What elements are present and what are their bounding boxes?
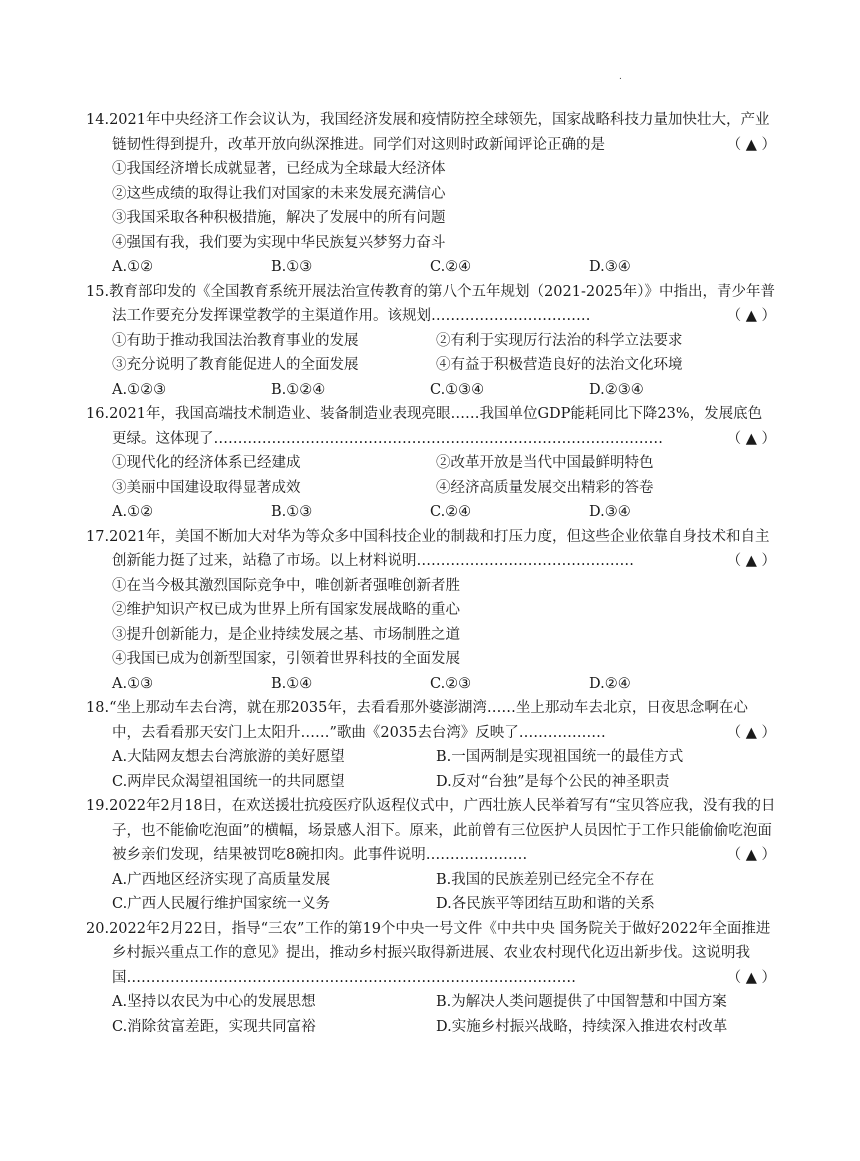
option-c: C.广西人民履行维护国家统一义务 xyxy=(112,896,331,912)
statement: ①现代化的经济体系已经建成 xyxy=(112,455,301,471)
answer-placeholder: （ ▲ ） xyxy=(726,724,776,741)
answer-placeholder: （ ▲ ） xyxy=(726,136,776,153)
question-number: 17. xyxy=(86,528,110,545)
option-a: A.坚持以农民为中心的发展思想 xyxy=(112,994,316,1010)
answer-placeholder: （ ▲ ） xyxy=(726,430,776,447)
options-row xyxy=(86,990,776,1015)
statement: ③我国采取各种积极措施，解决了发展中的所有问题 xyxy=(112,210,446,226)
answer-placeholder: （ ▲ ） xyxy=(726,553,776,569)
option-c: C.②④ xyxy=(430,259,472,275)
answer-placeholder: （ ▲ ） xyxy=(726,969,776,986)
option-a: A.①②③ xyxy=(112,381,167,398)
question-14 xyxy=(86,108,776,280)
question-17 xyxy=(86,525,776,697)
option-d: D.③④ xyxy=(589,259,631,275)
options-row xyxy=(86,255,776,280)
question-stem: 2021年中央经济工作会议认为，我国经济发展和疫情防控全球领先，国家战略科技力量加快壮大，产业链韧性得到提升，改革开放向纵深推进。同学们对这则时政新闻评论正确的是 xyxy=(109,112,770,153)
options-row xyxy=(86,892,776,917)
option-a: A.①③ xyxy=(112,675,154,692)
question-number: 18. xyxy=(86,700,110,716)
option-d: D.各民族平等团结互助和谐的关系 xyxy=(436,896,655,912)
option-d: D.②③④ xyxy=(589,381,644,398)
question-15 xyxy=(86,280,776,403)
question-stem: “坐上那动车去台湾，就在那2035年，去看看那外婆澎湖湾……坐上那动车去北京，日夜思念啊在心中，去看看那天安门上太阳升……”歌曲《2035去台湾》反映了……………… xyxy=(109,700,748,741)
option-d: D.②④ xyxy=(589,675,631,692)
options-row xyxy=(86,745,776,770)
statement: ③美丽中国建设取得显著成效 xyxy=(112,479,301,496)
answer-placeholder: （ ▲ ） xyxy=(726,847,776,863)
question-18 xyxy=(86,696,776,794)
statement: ②这些成绩的取得让我们对国家的未来发展充满信心 xyxy=(112,185,446,202)
question-number: 19. xyxy=(86,798,110,814)
options-row xyxy=(86,378,776,403)
option-a: A.广西地区经济实现了高质量发展 xyxy=(112,871,331,888)
statement: ②改革开放是当代中国最鲜明特色 xyxy=(436,455,654,471)
statement: ①在当今极其激烈国际竞争中，唯创新者强唯创新者胜 xyxy=(112,577,460,594)
question-number: 14. xyxy=(86,112,110,128)
exam-page xyxy=(86,108,776,1039)
option-d: D.③④ xyxy=(589,504,631,520)
option-d: D.反对“台独”是每个公民的神圣职责 xyxy=(436,773,670,790)
options-row xyxy=(86,770,776,795)
statement: ④有益于积极营造良好的法治文化环境 xyxy=(436,357,683,373)
options-row xyxy=(86,868,776,893)
statement: ①有助于推动我国法治教育事业的发展 xyxy=(112,332,359,349)
question-stem: 2022年2月22日，指导“三农”工作的第19个中央一号文件《中共中央 国务院关于做好2022年全面推进乡村振兴重点工作的意见》提出，推动乡村振兴取得新进展、农业农村现代化迈出新步伐。这说明我国………………………………………………………………………………… xyxy=(109,920,771,986)
option-b: B.一国两制是实现祖国统一的最佳方式 xyxy=(436,749,684,765)
question-stem: 教育部印发的《全国教育系统开展法治宣传教育的第八个五年规划（2021-2025年）》中指出，青少年普法工作要充分发挥课堂教学的主渠道作用。该规划…………………………… xyxy=(109,283,776,324)
option-b: B.①③ xyxy=(271,259,313,275)
question-19 xyxy=(86,794,776,917)
question-number: 20. xyxy=(86,920,110,937)
question-16 xyxy=(86,402,776,525)
statement: ④强国有我，我们要为实现中华民族复兴梦努力奋斗 xyxy=(112,234,446,251)
options-row xyxy=(86,672,776,697)
statement: ②维护知识产权已成为世界上所有国家发展战略的重心 xyxy=(112,602,460,618)
option-a: A.①② xyxy=(112,259,154,275)
question-stem: 2021年，美国不断加大对华为等众多中国科技企业的制裁和打压力度，但这些企业依靠自身技术和自主创新能力挺了过来，站稳了市场。以上材料说明……………………………………… xyxy=(109,528,770,569)
option-b: B.①③ xyxy=(271,504,313,520)
option-d: D.实施乡村振兴战略，持续深入推进农村改革 xyxy=(436,1018,728,1035)
option-b: B.为解决人类问题提供了中国智慧和中国方案 xyxy=(436,994,727,1010)
option-a: A.①② xyxy=(112,504,154,520)
option-c: C.两岸民众渴望祖国统一的共同愿望 xyxy=(112,773,345,790)
statement: ②有利于实现厉行法治的科学立法要求 xyxy=(436,332,683,349)
option-b: B.①②④ xyxy=(271,381,326,398)
question-stem: 2021年，我国高端技术制造业、装备制造业表现亮眼……我国单位GDP能耗同比下降23%，发展底色更绿。这体现了………………………………………………………………………………… xyxy=(109,406,763,447)
option-c: C.消除贫富差距，实现共同富裕 xyxy=(112,1018,316,1035)
options-row xyxy=(86,500,776,525)
option-b: B.我国的民族差别已经完全不存在 xyxy=(436,871,655,888)
options-row xyxy=(86,1015,776,1040)
option-b: B.①④ xyxy=(271,675,313,692)
option-c: C.②④ xyxy=(430,504,472,520)
option-c: C.①③④ xyxy=(430,381,485,398)
question-number: 15. xyxy=(86,283,110,300)
question-20 xyxy=(86,917,776,1040)
top-dot: . xyxy=(619,72,622,82)
statement: ④经济高质量发展交出精彩的答卷 xyxy=(436,479,654,496)
answer-placeholder: （ ▲ ） xyxy=(726,308,776,324)
statement: ③充分说明了教育能促进人的全面发展 xyxy=(112,357,359,373)
option-a: A.大陆网友想去台湾旅游的美好愿望 xyxy=(112,749,345,765)
statement: ③提升创新能力，是企业持续发展之基、市场制胜之道 xyxy=(112,626,460,643)
question-number: 16. xyxy=(86,406,110,422)
option-c: C.②③ xyxy=(430,675,472,692)
statement: ④我国已成为创新型国家，引领着世界科技的全面发展 xyxy=(112,651,460,667)
statement: ①我国经济增长成就显著，已经成为全球最大经济体 xyxy=(112,161,446,177)
question-stem: 2022年2月18日，在欢送援壮抗疫医疗队返程仪式中，广西壮族人民举着写有“宝贝答应我，没有我的日子，也不能偷吃泡面”的横幅，场景感人泪下。原来，此前曾有三位医护人员因忙于工作只能偷偷吃泡面被乡亲们发现，结果被罚吃8碗扣肉。此事件说明………………… xyxy=(109,798,776,863)
